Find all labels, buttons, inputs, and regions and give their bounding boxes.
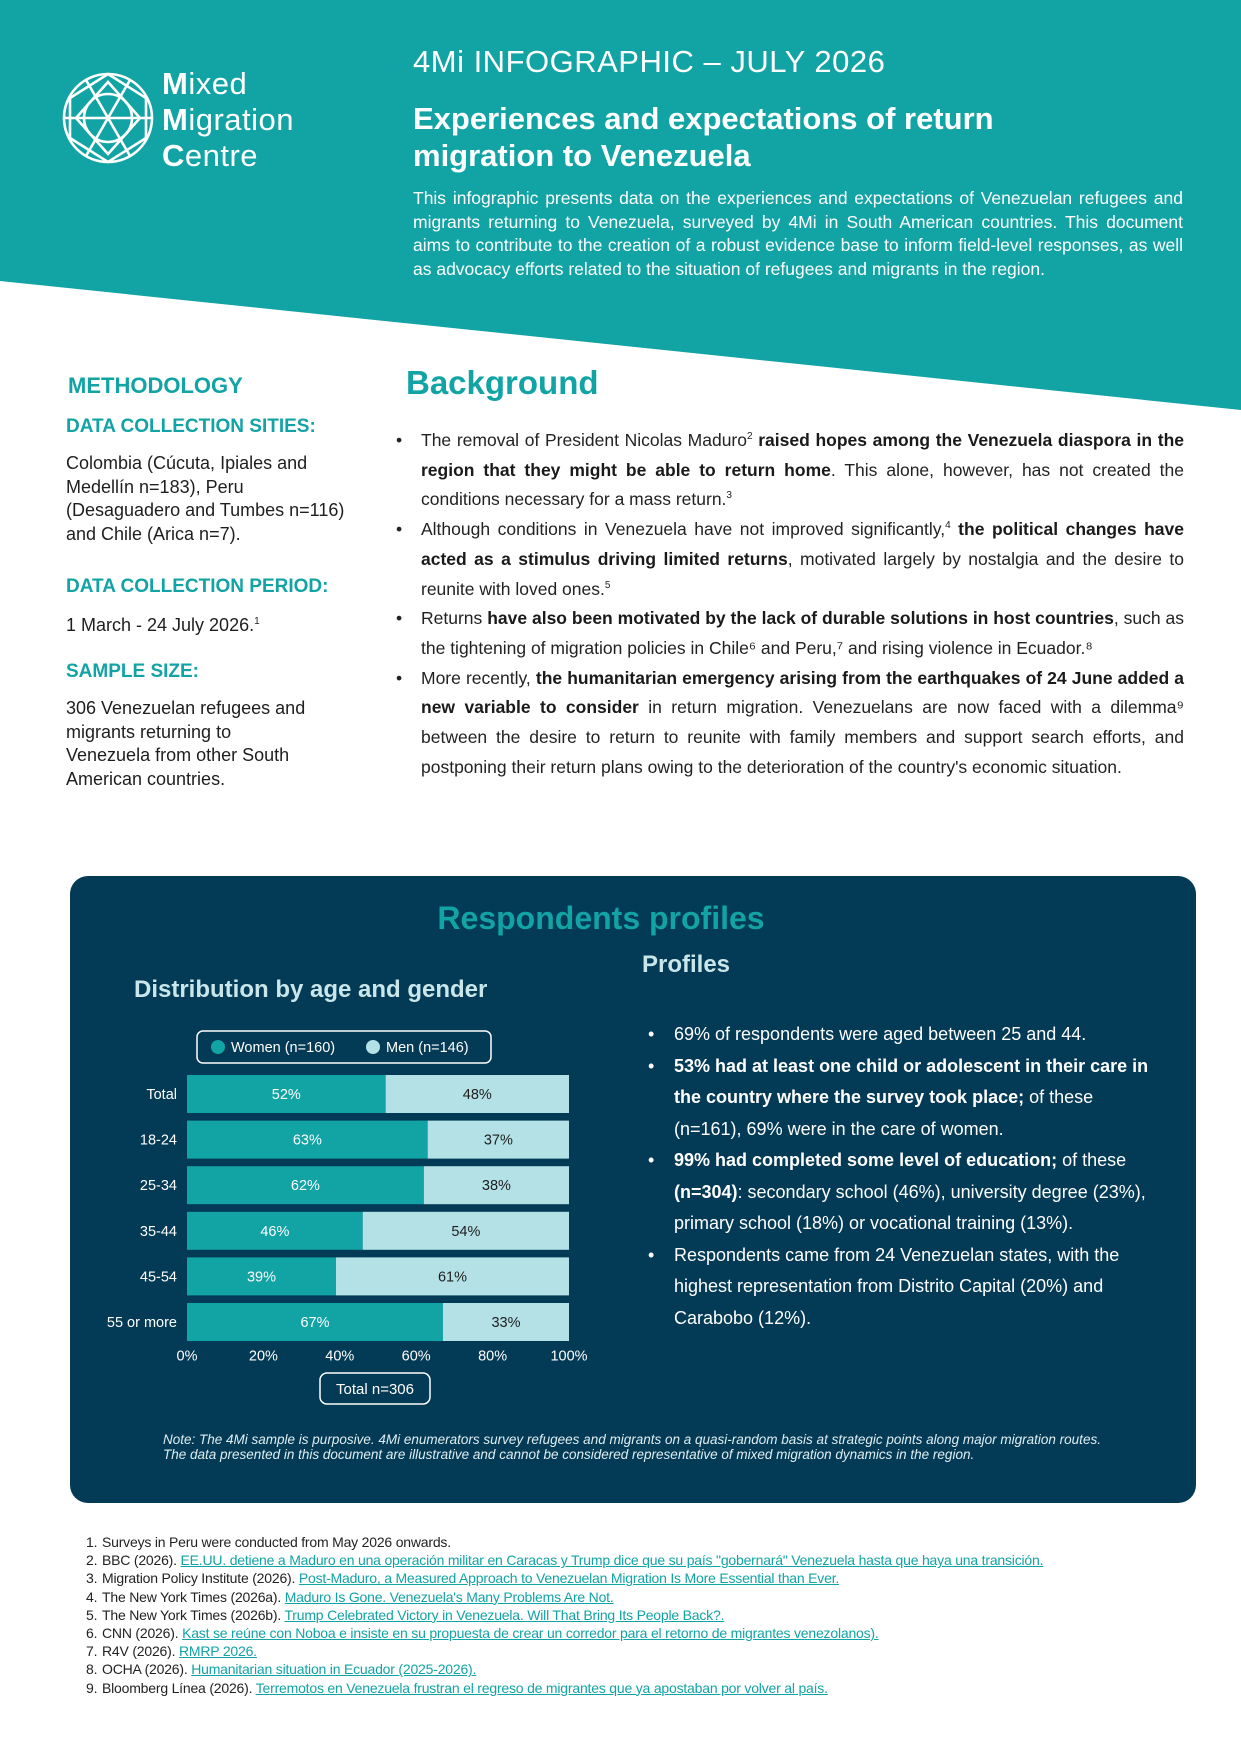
background-item: • Returns have also been motivated by the lack of durable solutions in host countries, such as the tightening of migration policies in Chile⁶ and Peru,⁷ and rising violence in Ecuador.⁸ bbox=[396, 604, 1184, 663]
x-tick-label: 60% bbox=[401, 1348, 431, 1365]
data-label: 61% bbox=[437, 1269, 468, 1286]
footnote-link[interactable]: EE.UU. detiene a Maduro en una operación militar en Caracas y Trump dice que su país "gobernará" Venezuela hasta que haya una transición. bbox=[180, 1552, 1044, 1569]
legend-label: Men (n=146) bbox=[386, 1040, 469, 1056]
data-label: 52% bbox=[271, 1087, 301, 1103]
category-label: Total bbox=[146, 1087, 177, 1103]
footnote-link[interactable]: Post-Maduro, a Measured Approach to Venezuelan Migration Is More Essential than Ever. bbox=[298, 1570, 840, 1587]
profiles-panel-title: Respondents profiles bbox=[437, 900, 765, 936]
x-tick-label: 80% bbox=[478, 1348, 508, 1365]
footnote: 6. CNN (2026). Kast se reúne con Noboa e insiste en su propuesta de crear un corredor para el retorno de migrantes venezolanos). bbox=[86, 1625, 879, 1642]
footnote: 7. R4V (2026). RMRP 2026. bbox=[86, 1643, 257, 1660]
data-label: 46% bbox=[260, 1223, 290, 1240]
data-label: 63% bbox=[292, 1132, 322, 1149]
age-gender-chart bbox=[0, 0, 640, 1420]
footnote: 1. Surveys in Peru were conducted from May 2026 onwards. bbox=[86, 1534, 451, 1550]
page-title: Experiences and expectations of return migration to Venezuela bbox=[413, 101, 994, 173]
profile-item: • 99% had completed some level of education; of these (n=304): secondary school (46%), university degree (23%), primary school (18%) or vocational training (13%). bbox=[648, 1145, 1158, 1240]
data-label: 38% bbox=[481, 1178, 511, 1195]
profile-item: • Respondents came from 24 Venezuelan states, with the highest representation from Distrito Capital (20%) and Carabobo (12%). bbox=[648, 1240, 1158, 1335]
sample-heading: SAMPLE SIZE: bbox=[66, 661, 200, 682]
x-tick-label: 20% bbox=[248, 1348, 278, 1365]
footnote-link[interactable]: Maduro Is Gone. Venezuela's Many Problems Are Not. bbox=[284, 1588, 614, 1605]
footnote: 8. OCHA (2026). Humanitarian situation in Ecuador (2025-2026). bbox=[86, 1661, 477, 1678]
header-kicker: 4Mi INFOGRAPHIC – JULY 2026 bbox=[413, 44, 886, 79]
sites-text: Colombia (Cúcuta, Ipiales and Medellín n=183), Peru (Desaguadero and Tumbes n=116) and Chile (Arica n=7). bbox=[66, 453, 345, 544]
background-item: • Although conditions in Venezuela have not improved significantly,$^4$ the political changes have acted as a stimulus driving limited returns, motivated largely by nostalgia and the desire to reunite with loved ones.$^5$ bbox=[396, 515, 1184, 604]
x-tick-label: 0% bbox=[176, 1348, 198, 1365]
category-label: 55 or more bbox=[106, 1315, 177, 1331]
footnote-link[interactable]: Terremotos en Venezuela frustran el regreso de migrantes que ya apostaban por volver al país. bbox=[255, 1679, 828, 1696]
category-label: 25-34 bbox=[139, 1178, 177, 1195]
data-label: 37% bbox=[483, 1132, 513, 1149]
profiles-list bbox=[648, 1019, 1158, 1334]
background-title: Background bbox=[406, 364, 599, 401]
intro-paragraph: This infographic presents data on the experiences and expectations of Venezuelan refugees and migrants returning to Venezuela, surveyed by 4Mi in South American countries. This document aims to contribute to the creation of a robust evidence base to inform field-level responses, as well as advocacy efforts related to the situation of refugees and migrants in the region. bbox=[413, 188, 1183, 279]
footnote-link[interactable]: Humanitarian situation in Ecuador (2025-2026). bbox=[191, 1661, 477, 1678]
profiles-subtitle: Profiles bbox=[642, 951, 731, 978]
profile-item: • 53% had at least one child or adolescent in their care in the country where the survey took place; of these (n=161), 69% were in the care of women. bbox=[648, 1051, 1158, 1146]
legend-swatch bbox=[211, 1040, 225, 1054]
footnote-link[interactable]: Kast se reúne con Noboa e insiste en su propuesta de crear un corredor para el retorno de migrantes venezolanos). bbox=[182, 1625, 879, 1642]
category-label: 35-44 bbox=[139, 1223, 177, 1240]
data-label: 33% bbox=[491, 1315, 521, 1331]
data-label: 67% bbox=[300, 1315, 330, 1331]
sites-heading: DATA COLLECTION SITIES: bbox=[66, 416, 316, 437]
total-label: Total n=306 bbox=[336, 1381, 414, 1398]
footnote: 5. The New York Times (2026b). Trump Celebrated Victory in Venezuela. Will That Bring Its People Back?. bbox=[86, 1606, 725, 1623]
profile-item: • 69% of respondents were aged between 25 and 44. bbox=[648, 1019, 1158, 1051]
sample-text: 306 Venezuelan refugees and migrants returning to Venezuela from other South American countries. bbox=[66, 698, 306, 789]
methodology-title: METHODOLOGY bbox=[68, 373, 243, 398]
logo-wordmark: Mixed Migration Centre bbox=[162, 66, 295, 173]
period-text: 1 March - 24 July 2026.$^1$ bbox=[66, 615, 260, 635]
footnote: 4. The New York Times (2026a). Maduro Is Gone. Venezuela's Many Problems Are Not. bbox=[86, 1588, 614, 1605]
footnote-link[interactable]: Trump Celebrated Victory in Venezuela. Will That Bring Its People Back?. bbox=[284, 1606, 725, 1623]
footnotes bbox=[86, 1533, 1196, 1697]
legend-label: Women (n=160) bbox=[231, 1040, 336, 1056]
data-label: 39% bbox=[246, 1269, 277, 1286]
sample-note: Note: The 4Mi sample is purposive. 4Mi enumerators survey refugees and migrants on a quasi-random basis at strategic points along major migration routes. The data presented in this document are illustrative and cannot be considered representative of mixed migration dynamics in the region. bbox=[163, 1432, 1101, 1462]
background-item: • The removal of President Nicolas Maduro$^2$ raised hopes among the Venezuela diaspora in the region that they might be able to return home. This alone, however, has not created the conditions necessary for a mass return.$^3$ bbox=[396, 426, 1184, 515]
footnote: 3. Migration Policy Institute (2026). Post-Maduro, a Measured Approach to Venezuelan Migration Is More Essential than Ever. bbox=[86, 1570, 840, 1587]
data-label: 62% bbox=[290, 1178, 320, 1195]
category-label: 18-24 bbox=[139, 1132, 177, 1149]
chart-title: Distribution by age and gender bbox=[134, 976, 488, 1003]
data-label: 48% bbox=[462, 1087, 492, 1103]
data-label: 54% bbox=[451, 1223, 481, 1240]
category-label: 45-54 bbox=[139, 1269, 177, 1286]
legend-swatch bbox=[366, 1040, 380, 1054]
x-tick-label: 40% bbox=[325, 1348, 355, 1365]
background-item: • More recently, the humanitarian emergency arising from the earthquakes of 24 June added a new variable to consider in return migration. Venezuelans are now faced with a dilemma⁹ between the desire to return to reunite with family members and support search efforts, and postponing their return plans owing to the deterioration of the country's economic situation. bbox=[396, 664, 1184, 783]
footnote: 2. BBC (2026). EE.UU. detiene a Maduro en una operación militar en Caracas y Trump dice que su país "gobernará" Venezuela hasta que haya una transición. bbox=[86, 1552, 1044, 1569]
period-heading: DATA COLLECTION PERIOD: bbox=[66, 576, 329, 597]
footnote-link[interactable]: RMRP 2026. bbox=[178, 1643, 257, 1660]
x-tick-label: 100% bbox=[550, 1348, 588, 1365]
footnote: 9. Bloomberg Línea (2026). Terremotos en Venezuela frustran el regreso de migrantes que ya apostaban por volver al país. bbox=[86, 1679, 828, 1696]
